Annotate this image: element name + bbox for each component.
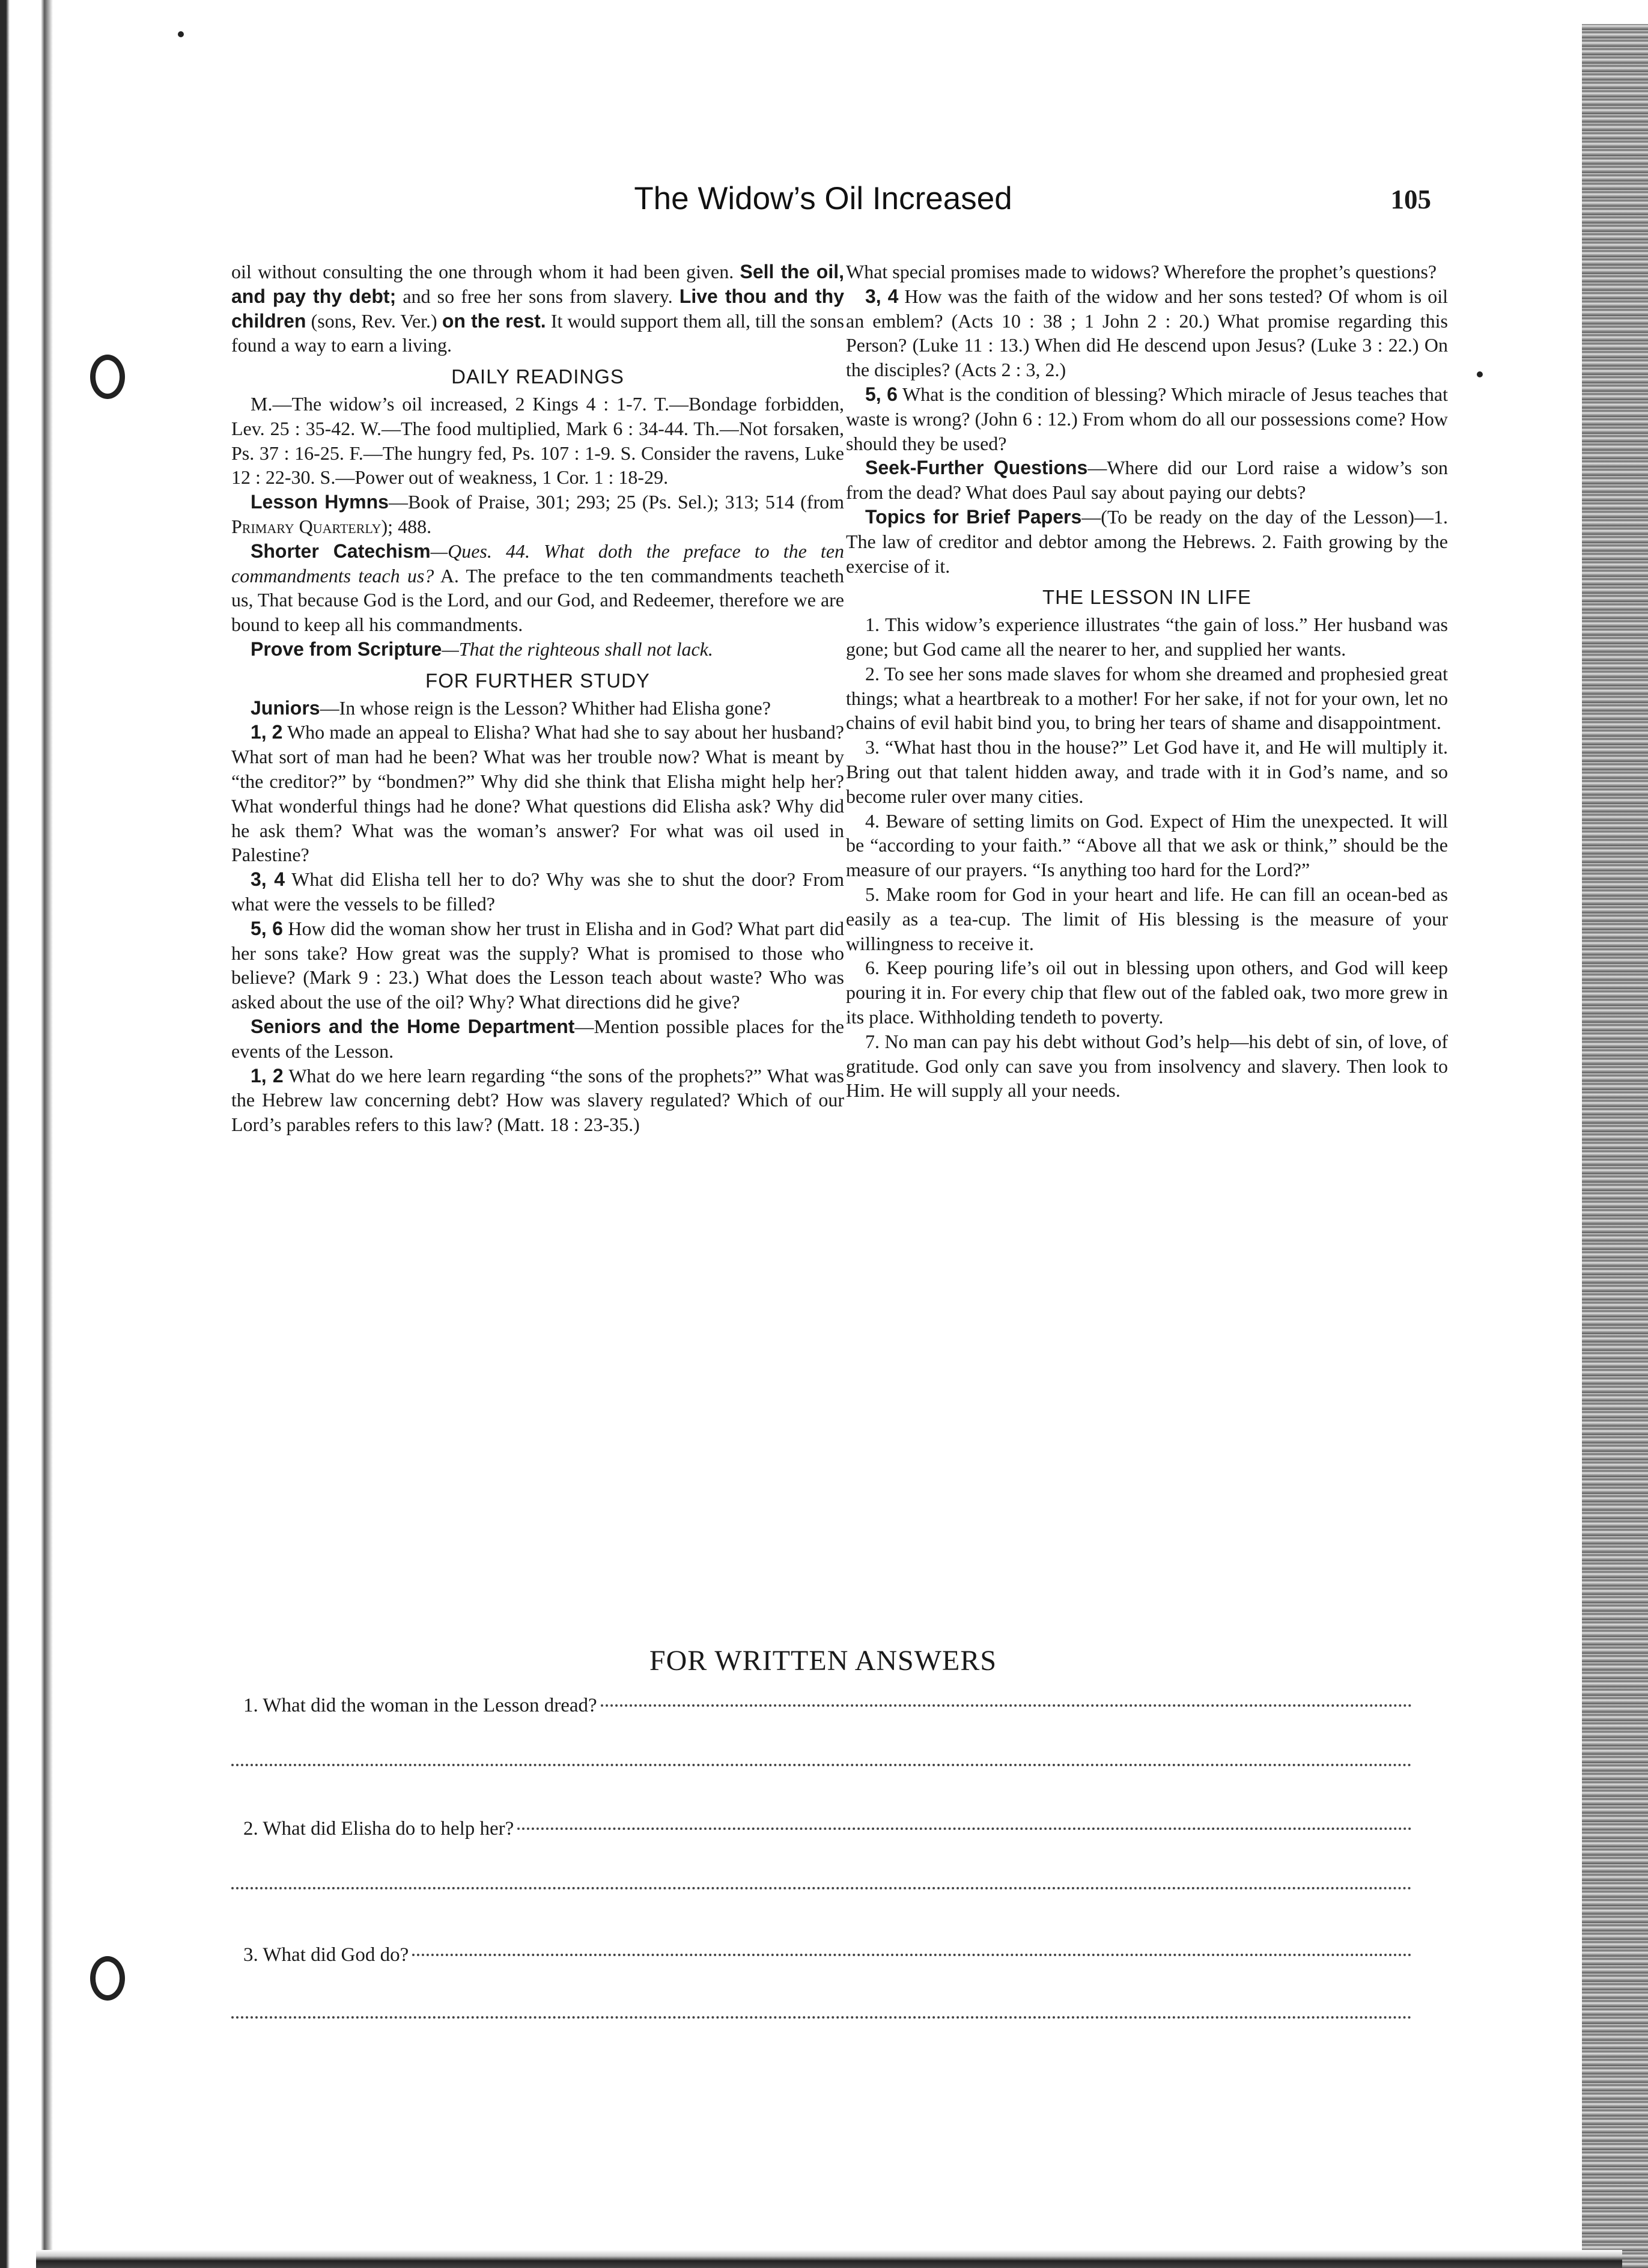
prove-from-scripture: Prove from Scripture—That the righteous shall not lack. bbox=[251, 638, 713, 660]
scan-page-edge bbox=[1582, 24, 1648, 2268]
answer-leader[interactable] bbox=[517, 1828, 1412, 1830]
answer-line[interactable] bbox=[231, 1764, 1412, 1766]
written-answers-heading: FOR WRITTEN ANSWERS bbox=[649, 1645, 997, 1677]
answer-leader[interactable] bbox=[412, 1954, 1412, 1956]
scan-binding-edge bbox=[0, 0, 55, 2268]
seek-further-questions: Seek-Further Questions—Where did our Lord raise a widow’s son from the dead? What does Paul say about paying our debts? bbox=[846, 457, 1449, 504]
written-question-3: 3. What did God do? bbox=[243, 1944, 1412, 1966]
lesson-in-life-heading: THE LESSON IN LIFE bbox=[1042, 586, 1252, 609]
answer-line[interactable] bbox=[231, 1887, 1412, 1889]
lesson-point-3: 3. “What hast thou in the house?” Let God have it, and He will multiply it. Bring out that talent hidden away, and trade with it in God’s name, and so become ruler over many cities. bbox=[846, 736, 1448, 807]
seniors-5-6: 5, 6 What is the condition of blessing? Which miracle of Jesus teaches that waste is wrong? (John 6 : 12.) From whom do all our possessions come? How should they be used? bbox=[846, 383, 1449, 454]
written-question-2: 2. What did Elisha do to help her? bbox=[243, 1818, 1412, 1840]
punch-hole-icon bbox=[90, 355, 125, 399]
punch-hole-icon bbox=[90, 1956, 125, 2001]
answer-line[interactable] bbox=[231, 2016, 1412, 2019]
intro-paragraph: oil without consulting the one through whom it had been given. Sell the oil, and pay thy debt; and so free her sons from slavery. Live thou and thy children (sons, Rev. Ver.) on the rest. It would support them all, till the sons found a way to earn a living. bbox=[231, 261, 845, 356]
shorter-catechism: Shorter Catechism—Ques. 44. What doth the preface to the ten commandments teach us? A. The preface to the ten commandments teacheth us, That because God is the Lord, and our God, and Redeemer, therefore we are bound to keep all his commandments. bbox=[231, 540, 845, 636]
scan-speck bbox=[1477, 371, 1483, 377]
written-question-1: 1. What did the woman in the Lesson dread? bbox=[243, 1695, 1412, 1717]
lesson-point-7: 7. No man can pay his debt without God’s help—his debt of sin, of love, of gratitude. God only can save you from insolvency and slavery. Then look to Him. He will supply all your needs. bbox=[846, 1030, 1448, 1102]
seniors-continued: What special promises made to widows? Wherefore the prophet’s questions? bbox=[846, 261, 1437, 282]
lesson-point-4: 4. Beware of setting limits on God. Expect of Him the unexpected. It will be “according to your faith.” “Above all that we ask or think,” should be the measure of our prayers. “Is anything too hard for the Lord?” bbox=[846, 809, 1448, 881]
juniors-1-2: 1, 2 Who made an appeal to Elisha? What had she to say about her husband? What sort of man had he been? What was her trouble now? What is meant by “the creditor?” by “bondmen?” Why did she think that Elisha might help her? What wonderful things had he done? What questions did Elisha ask? Why did he ask them? What was the woman’s answer? For what was oil used in Palestine? bbox=[231, 721, 845, 866]
seniors-3-4: 3, 4 How was the faith of the widow and her sons tested? Of whom is oil an emblem? (Acts 10 : 38 ; 1 John 2 : 20.) What promise regarding this Person? (Luke 11 : 13.) When did He descend upon Jesus? (Luke 3 : 22.) On the disciples? (Acts 2 : 3, 2.) bbox=[846, 285, 1449, 381]
left-column bbox=[231, 260, 844, 1137]
running-head: The Widow’s Oil Increased bbox=[634, 181, 1012, 216]
further-study-heading: FOR FURTHER STUDY bbox=[425, 669, 650, 692]
juniors-intro: Juniors—In whose reign is the Lesson? Whither had Elisha gone? bbox=[251, 697, 771, 719]
lesson-point-6: 6. Keep pouring life’s oil out in blessing upon others, and God will keep pouring it in. For every chip that flew out of the fabled oak, two more grew in its place. Withholding tendeth to poverty. bbox=[846, 957, 1448, 1028]
scan-bottom-edge bbox=[36, 2250, 1622, 2268]
juniors-3-4: 3, 4 What did Elisha tell her to do? Why was she to shut the door? From what were the vessels to be filled? bbox=[231, 868, 845, 915]
seniors-1-2: 1, 2 What do we here learn regarding “the sons of the prophets?” What was the Hebrew law concerning debt? How was slavery regulated? Which of our Lord’s parables refers to this law? (Matt. 18 : 23-35.) bbox=[231, 1064, 845, 1136]
lesson-point-5: 5. Make room for God in your heart and life. He can fill an ocean-bed as easily as a tea-cup. The limit of His blessing is the measure of your willingness to receive it. bbox=[846, 883, 1448, 954]
lesson-hymns: Lesson Hymns—Book of Praise, 301; 293; 25 (Ps. Sel.); 313; 514 (from Primary Quarterly); 488. bbox=[231, 491, 845, 537]
right-column bbox=[846, 260, 1448, 1103]
scan-speck bbox=[178, 31, 184, 37]
daily-readings-heading: DAILY READINGS bbox=[451, 365, 624, 388]
seniors-intro: Seniors and the Home Department—Mention possible places for the events of the Lesson. bbox=[231, 1015, 845, 1062]
lesson-point-2: 2. To see her sons made slaves for whom she dreamed and prophesied great things; what a heartbreak to a mother! For her sake, if not for your own, let no chains of evil habit bind you, to bring her tears of shame and disappointment. bbox=[846, 662, 1448, 734]
topics-for-brief-papers: Topics for Brief Papers—(To be ready on the day of the Lesson)—1. The law of creditor and debtor among the Hebrews. 2. Faith growing by the exercise of it. bbox=[846, 505, 1449, 577]
answer-leader[interactable] bbox=[601, 1704, 1412, 1707]
lesson-point-1: 1. This widow’s experience illustrates “the gain of loss.” Her husband was gone; but God came all the nearer to her, and supplied her wants. bbox=[846, 614, 1448, 660]
page-number: 105 bbox=[1390, 184, 1431, 215]
daily-readings-text: M.—The widow’s oil increased, 2 Kings 4 : 1-7. T.—Bondage forbidden, Lev. 25 : 35-42. W.—The food multiplied, Mark 6 : 34-44. Th.—Not forsaken, Ps. 37 : 16-25. F.—The hungry fed, Ps. 107 : 1-9. S. Consider the ravens, Luke 12 : 22-30. S.—Power out of weakness, 1 Cor. 1 : 18-29. bbox=[231, 392, 844, 489]
juniors-5-6: 5, 6 How did the woman show her trust in Elisha and in God? What part did her sons take? How great was the supply? What is promised to those who believe? (Mark 9 : 23.) What does the Lesson teach about waste? Who was asked about the use of the oil? Why? What directions did he give? bbox=[231, 917, 845, 1013]
